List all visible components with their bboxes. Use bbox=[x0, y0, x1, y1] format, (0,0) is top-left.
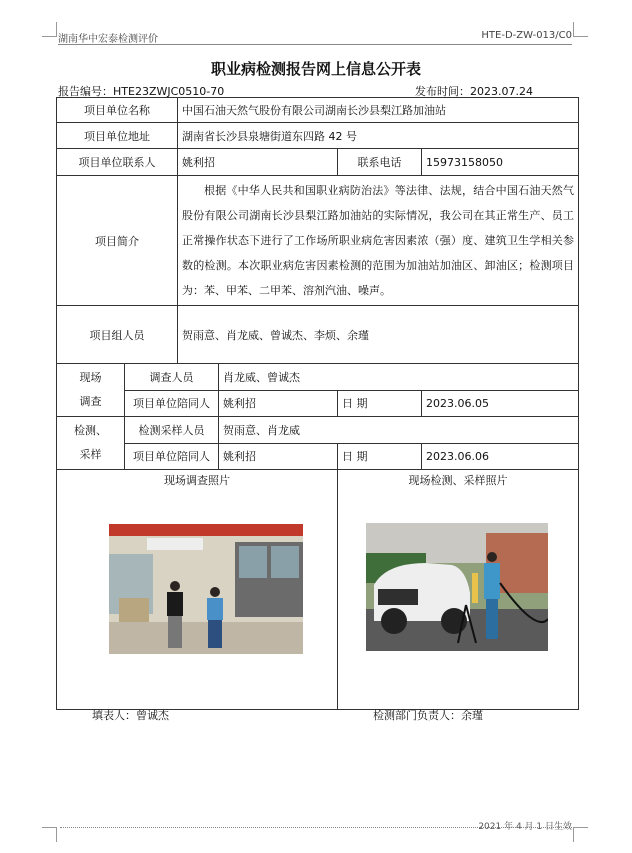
sample-label-line2: 采样 bbox=[79, 448, 102, 461]
sample-staff: 贺雨意、肖龙威 bbox=[219, 417, 579, 444]
row-photos bbox=[57, 470, 579, 710]
crop-mark-top-right bbox=[573, 22, 588, 37]
report-number: HTE23ZWJC0510-70 bbox=[113, 85, 225, 98]
survey-date-label: 日 期 bbox=[338, 390, 422, 417]
unit-address: 湖南省长沙县泉塘街道东四路 42 号 bbox=[178, 123, 579, 149]
project-intro: 根据《中华人民共和国职业病防治法》等法律、法规，结合中国石油天然气股份有限公司湖南长沙县梨江路加油站的实际情况，我公司在其正常生产、员工正常操作状态下进行了工作场所职业病危害因素浓（强）度、建筑卫生学相关参数的检测。本次职业病危害因素检测的范围为加油站加油区、卸油区；检测项目为：苯、甲苯、二甲苯、溶剂汽油、噪声。 bbox=[178, 176, 579, 306]
phone-label: 联系电话 bbox=[338, 149, 422, 176]
row-unit-name bbox=[57, 98, 579, 123]
survey-label-line1: 现场 bbox=[79, 371, 102, 384]
contact-label: 项目单位联系人 bbox=[57, 149, 178, 176]
survey-photo-label: 现场调查照片 bbox=[164, 474, 230, 487]
sample-escort-label: 项目单位陪同人 bbox=[125, 443, 219, 470]
report-number-label: 报告编号： bbox=[58, 85, 113, 98]
sample-date-label: 日 期 bbox=[338, 443, 422, 470]
unit-address-label: 项目单位地址 bbox=[57, 123, 178, 149]
dept-head-line bbox=[373, 707, 483, 723]
sampling-photo-cell bbox=[338, 470, 579, 710]
row-survey-escort bbox=[57, 390, 579, 417]
sampling-photo bbox=[366, 523, 548, 651]
unit-name: 中国石油天然气股份有限公司湖南长沙县梨江路加油站 bbox=[178, 98, 579, 123]
intro-label: 项目简介 bbox=[57, 176, 178, 306]
survey-photo bbox=[109, 524, 303, 654]
unit-name-label: 项目单位名称 bbox=[57, 98, 178, 123]
row-sample-escort bbox=[57, 443, 579, 470]
dept-head-name: 余瑾 bbox=[461, 709, 483, 722]
survey-section-label bbox=[57, 364, 125, 417]
survey-staff-label: 调查人员 bbox=[125, 364, 219, 391]
dept-head-label: 检测部门负责人： bbox=[373, 709, 461, 722]
sample-staff-label: 检测采样人员 bbox=[125, 417, 219, 444]
sample-escort: 姚利招 bbox=[219, 443, 338, 470]
row-intro bbox=[57, 176, 579, 306]
survey-escort: 姚利招 bbox=[219, 390, 338, 417]
row-survey-staff bbox=[57, 364, 579, 391]
survey-date: 2023.06.05 bbox=[422, 390, 579, 417]
sampling-photo-label: 现场检测、采样照片 bbox=[408, 474, 508, 487]
filler-name: 曾诚杰 bbox=[136, 709, 169, 722]
info-table bbox=[56, 97, 579, 710]
row-contact bbox=[57, 149, 579, 176]
phone-number: 15973158050 bbox=[422, 149, 579, 176]
filler-line bbox=[92, 707, 169, 723]
crop-mark-bottom-left bbox=[42, 827, 57, 842]
row-team bbox=[57, 306, 579, 364]
crop-mark-top-left bbox=[42, 22, 57, 37]
filler-label: 填表人： bbox=[92, 709, 136, 722]
sample-label-line1: 检测、 bbox=[74, 424, 107, 437]
row-unit-address bbox=[57, 123, 579, 149]
issue-date-label: 发布时间： bbox=[415, 85, 470, 98]
contact-name: 姚利招 bbox=[178, 149, 338, 176]
crop-mark-bottom-right bbox=[573, 827, 588, 842]
header-company: 湖南华中宏泰检测评价 bbox=[58, 34, 158, 45]
team-label: 项目组人员 bbox=[57, 306, 178, 364]
header-rule bbox=[58, 44, 572, 45]
issue-date: 2023.07.24 bbox=[470, 85, 533, 98]
survey-escort-label: 项目单位陪同人 bbox=[125, 390, 219, 417]
page-title: 职业病检测报告网上信息公开表 bbox=[210, 60, 421, 78]
effective-date: 2021 年 4 月 1 日生效 bbox=[478, 822, 572, 832]
row-sample-staff bbox=[57, 417, 579, 444]
header-doc-code: HTE-D-ZW-013/C0 bbox=[481, 30, 572, 41]
sample-section-label bbox=[57, 417, 125, 470]
team-members: 贺雨意、肖龙威、曾诚杰、李烦、余瑾 bbox=[178, 306, 579, 364]
survey-photo-cell bbox=[57, 470, 338, 710]
survey-staff: 肖龙威、曾诚杰 bbox=[219, 364, 579, 391]
sample-date: 2023.06.06 bbox=[422, 443, 579, 470]
survey-label-line2: 调查 bbox=[79, 395, 102, 408]
